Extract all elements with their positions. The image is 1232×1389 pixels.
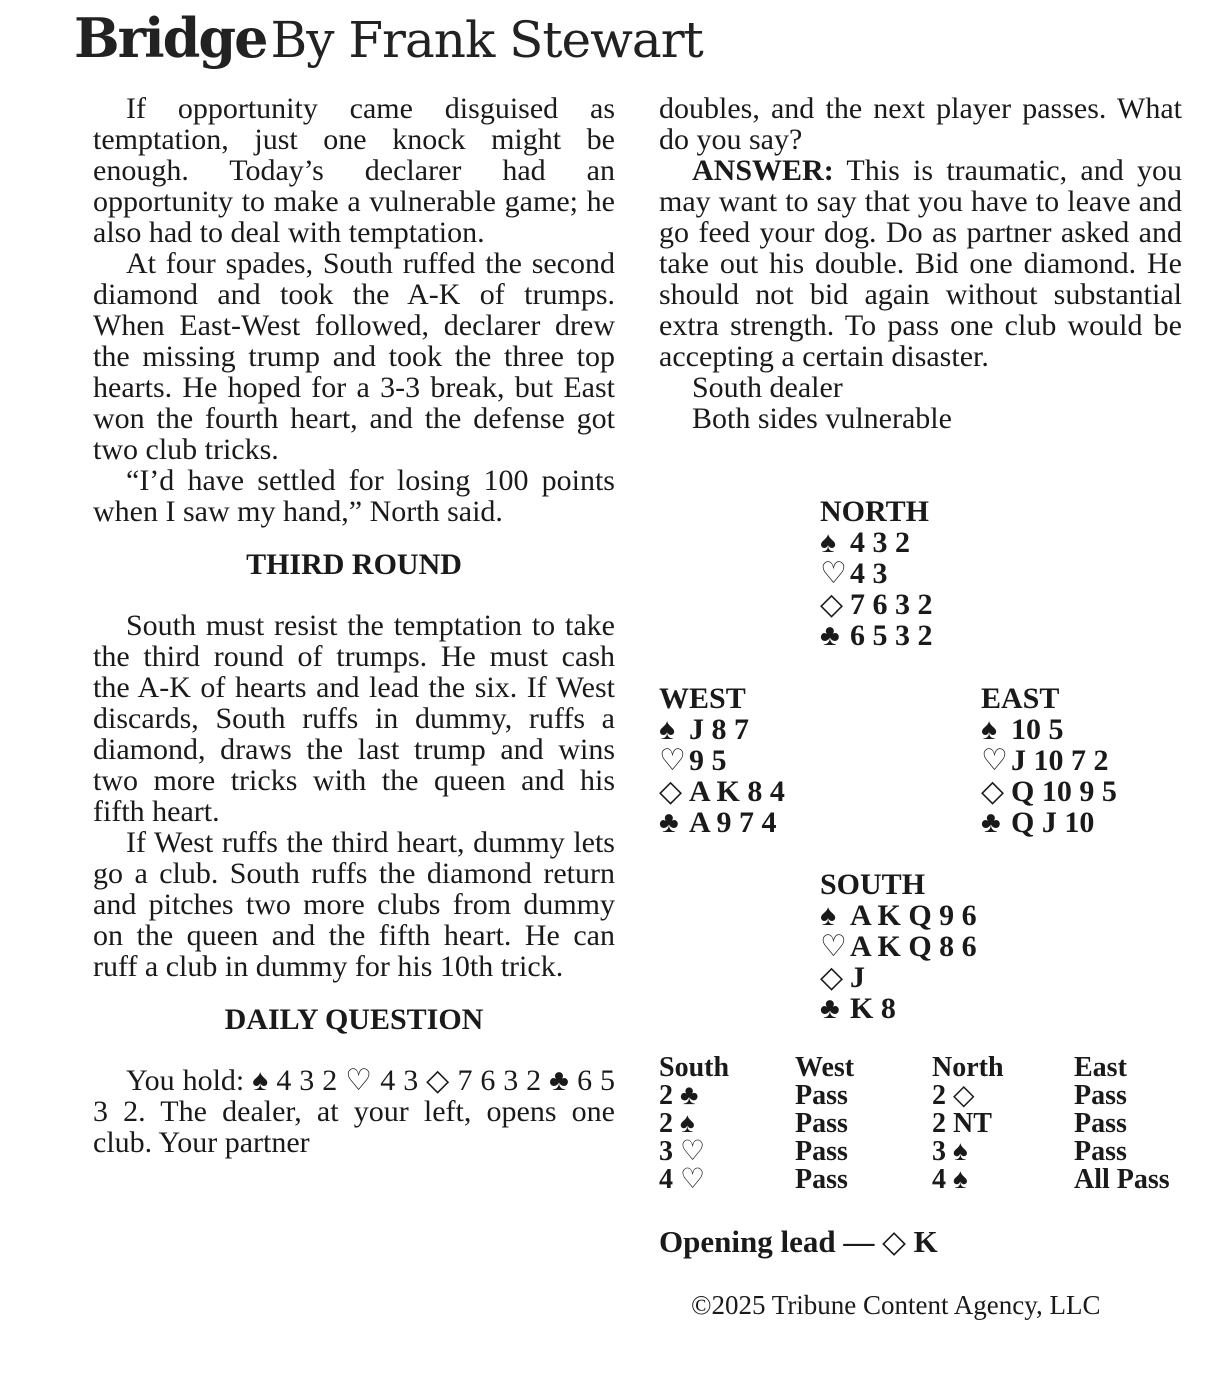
- answer-paragraph: [659, 155, 1182, 372]
- hearts-holding: A K Q 8 6: [850, 930, 977, 963]
- hand-label: WEST: [659, 682, 746, 715]
- diamond-icon: ◇: [820, 961, 844, 994]
- opening-lead: Opening lead — ◇ K: [659, 1224, 938, 1259]
- page-header: [74, 6, 703, 78]
- bid-cell: Pass: [795, 1136, 848, 1167]
- dealer-info: South dealer: [692, 371, 843, 404]
- bid-cell: All Pass: [1074, 1164, 1170, 1195]
- bidding-row: [659, 1110, 1184, 1138]
- article-paragraph: If opportunity came disguised as temptation, just one knock might be enough. Today’s declarer had an opportunity to make a vulnerable game; he also had to deal with temptation.: [93, 92, 615, 249]
- diamonds-holding: J: [850, 961, 865, 994]
- section-heading-third-round: THIRD ROUND: [246, 548, 462, 581]
- hearts-holding: 4 3: [850, 557, 888, 590]
- diamonds-holding: 7 6 3 2: [850, 588, 933, 621]
- bidding-row: [659, 1166, 1184, 1194]
- diamond-icon: ◇: [981, 775, 1005, 808]
- bid-cell: 4 ♡: [659, 1164, 706, 1195]
- bid-cell: Pass: [1074, 1136, 1127, 1167]
- bid-cell: 2 NT: [932, 1108, 992, 1139]
- club-icon: ♣: [820, 619, 840, 652]
- hearts-holding: 9 5: [689, 744, 727, 777]
- header-title: Bridge: [74, 6, 267, 70]
- right-column: [659, 93, 1182, 434]
- bidding-header-row: [659, 1054, 1184, 1082]
- spade-icon: ♠: [659, 713, 675, 746]
- bidding-header: East: [1074, 1052, 1127, 1083]
- left-column: [93, 93, 615, 1158]
- vulnerability-info: Both sides vulnerable: [692, 402, 952, 435]
- spade-icon: ♠: [820, 899, 836, 932]
- clubs-holding: A 9 7 4: [689, 806, 777, 839]
- hearts-holding: J 10 7 2: [1011, 744, 1109, 777]
- diamonds-holding: A K 8 4: [689, 775, 785, 808]
- header-byline: By Frank Stewart: [270, 11, 703, 69]
- hand-label: SOUTH: [820, 868, 926, 901]
- copyright-notice: ©2025 Tribune Content Agency, LLC: [691, 1290, 1101, 1320]
- bidding-header: West: [795, 1052, 855, 1083]
- diamond-icon: ◇: [820, 588, 844, 621]
- bid-cell: 2 ◇: [932, 1080, 975, 1111]
- club-icon: ♣: [659, 806, 679, 839]
- clubs-holding: 6 5 3 2: [850, 619, 933, 652]
- heart-icon: ♡: [820, 930, 847, 963]
- bid-cell: Pass: [1074, 1080, 1127, 1111]
- article-paragraph: doubles, and the next player passes. What do you say?: [659, 92, 1182, 156]
- article-paragraph: At four spades, South ruffed the second diamond and took the A-K of trumps. When East-West followed, declarer drew the missing trump and took the three top hearts. He hoped for a 3-3 break, but East won the fourth heart, and the defense got two club tricks.: [93, 247, 615, 466]
- clubs-holding: K 8: [850, 992, 896, 1025]
- bid-cell: 4 ♠: [932, 1164, 968, 1195]
- article-paragraph: South must resist the temptation to take the third round of trumps. He must cash the A-K of hearts and lead the six. If West discards, South ruffs in dummy, ruffs a diamond, draws the last trump and wins two more tricks with the queen and his fifth heart.: [93, 609, 615, 828]
- hand-label: EAST: [981, 682, 1060, 715]
- answer-label: ANSWER:: [692, 154, 834, 187]
- section-heading-daily-question: DAILY QUESTION: [224, 1003, 484, 1036]
- bid-cell: Pass: [795, 1108, 848, 1139]
- article-paragraph: If West ruffs the third heart, dummy lets go a club. South ruffs the diamond return and pitches two more clubs from dummy on the queen and the fifth heart. He can ruff a club in dummy for his 10th trick.: [93, 826, 615, 983]
- bid-cell: 2 ♣: [659, 1080, 699, 1111]
- club-icon: ♣: [820, 992, 840, 1025]
- spade-icon: ♠: [820, 526, 836, 559]
- diamonds-holding: Q 10 9 5: [1011, 775, 1117, 808]
- clubs-holding: Q J 10: [1011, 806, 1095, 839]
- bid-cell: Pass: [1074, 1108, 1127, 1139]
- heart-icon: ♡: [659, 744, 686, 777]
- bidding-header: South: [659, 1052, 730, 1083]
- article-paragraph: You hold: ♠ 4 3 2 ♡ 4 3 ◇ 7 6 3 2 ♣ 6 5 3 2. The dealer, at your left, opens one club. Your partner: [93, 1064, 615, 1159]
- spades-holding: A K Q 9 6: [850, 899, 977, 932]
- bidding-header: North: [932, 1052, 1004, 1083]
- hand-west: [659, 683, 785, 838]
- spades-holding: J 8 7: [689, 713, 749, 746]
- article-paragraph: “I’d have settled for losing 100 points when I saw my hand,” North said.: [93, 464, 615, 528]
- bid-cell: 3 ♠: [932, 1136, 968, 1167]
- club-icon: ♣: [981, 806, 1001, 839]
- bid-cell: Pass: [795, 1164, 848, 1195]
- bid-cell: 2 ♠: [659, 1108, 695, 1139]
- heart-icon: ♡: [820, 557, 847, 590]
- bidding-row: [659, 1082, 1184, 1110]
- bid-cell: Pass: [795, 1080, 848, 1111]
- bidding-row: [659, 1138, 1184, 1166]
- bidding-table: [659, 1054, 1184, 1194]
- answer-text: This is traumatic, and you may want to say that you have to leave and go feed your dog. Do as partner asked and take out his double. Bid one diamond. He should not bid again without substantial extra strength. To pass one club would be accepting a certain disaster.: [659, 154, 1182, 373]
- spades-holding: 4 3 2: [850, 526, 910, 559]
- hand-north: [820, 496, 933, 651]
- bid-cell: 3 ♡: [659, 1136, 706, 1167]
- heart-icon: ♡: [981, 744, 1008, 777]
- hand-east: [981, 683, 1117, 838]
- diamond-icon: ◇: [659, 775, 683, 808]
- spade-icon: ♠: [981, 713, 997, 746]
- spades-holding: 10 5: [1011, 713, 1064, 746]
- hand-south: [820, 869, 977, 1024]
- hand-label: NORTH: [820, 495, 929, 528]
